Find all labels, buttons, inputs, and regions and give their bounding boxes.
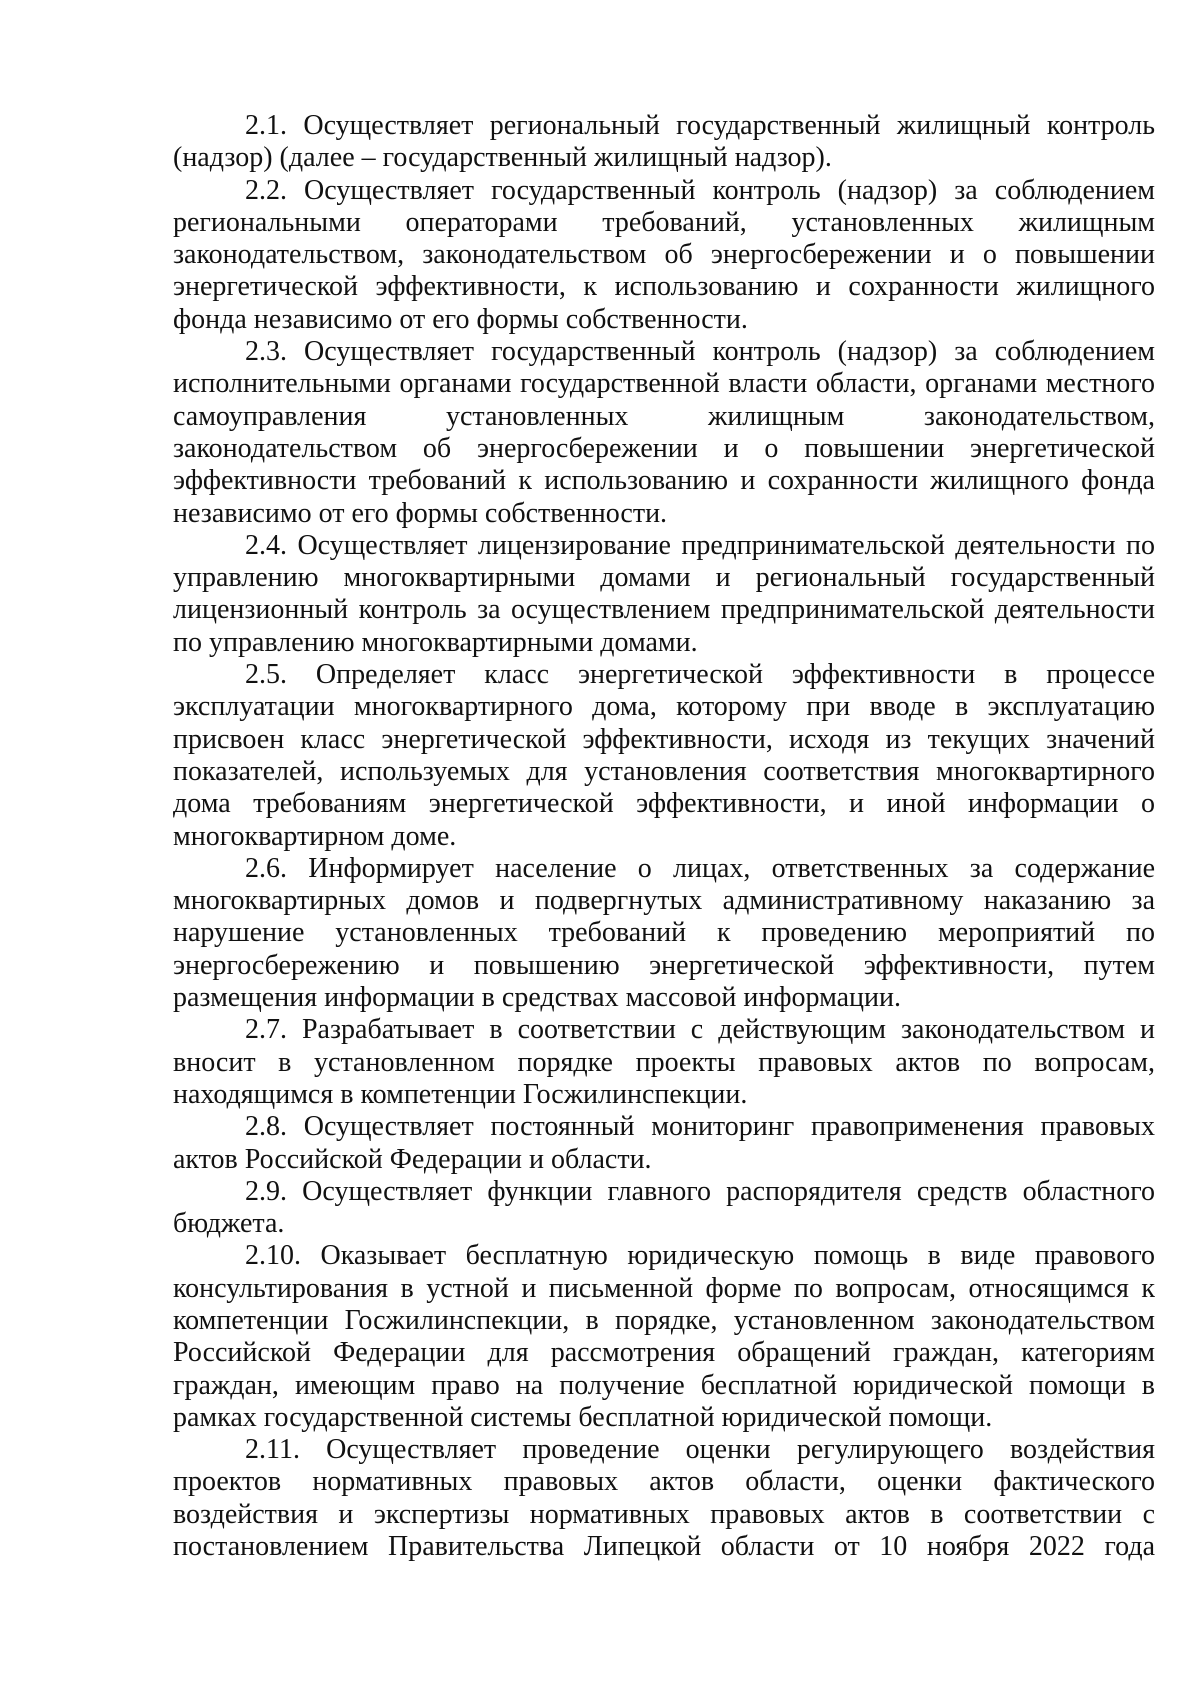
paragraph-2-11: 2.11. Осуществляет проведение оценки регулирующего воздействия проектов нормативных правовых актов области, оценки фактического воздействия и экспертизы нормативных правовых актов в соответствии с постановлением Правительства Липецкой области от 10 ноября 2022 года (173, 1434, 1155, 1563)
paragraph-2-2: 2.2. Осуществляет государственный контроль (надзор) за соблюдением региональными операторами требований, установленных жилищным законодательством, законодательством об энергосбережении и о повышении энергетической эффективности, к использованию и сохранности жилищного фонда независимо от его формы собственности. (173, 174, 1155, 335)
paragraph-2-6: 2.6. Информирует население о лицах, ответственных за содержание многоквартирных домов и подвергнутых административному наказанию за нарушение установленных требований к проведению мероприятий по энергосбережению и повышению энергетической эффективности, путем размещения информации в средствах массовой информации. (173, 852, 1155, 1014)
paragraph-2-4: 2.4. Осуществляет лицензирование предпринимательской деятельности по управлению многоквартирными домами и региональный государственный лицензионный контроль за осуществлением предпринимательской деятельности по управлению многоквартирными домами. (173, 529, 1155, 658)
paragraph-2-10: 2.10. Оказывает бесплатную юридическую помощь в виде правового консультирования в устной и письменной форме по вопросам, относящимся к компетенции Госжилинспекции, в порядке, установленном законодательством Российской Федерации для рассмотрения обращений граждан, категориям граждан, имеющим право на получение бесплатной юридической помощи в рамках государственной системы бесплатной юридической помощи. (173, 1240, 1155, 1433)
paragraph-2-7: 2.7. Разрабатывает в соответствии с действующим законодательством и вносит в установленном порядке проекты правовых актов по вопросам, находящимся в компетенции Госжилинспекции. (173, 1014, 1155, 1110)
paragraph-2-8: 2.8. Осуществляет постоянный мониторинг правоприменения правовых актов Российской Федерации и области. (173, 1111, 1155, 1175)
paragraph-2-3: 2.3. Осуществляет государственный контроль (надзор) за соблюдением исполнительными органами государственной власти области, органами местного самоуправления установленных жилищным законодательством, законодательством об энергосбережении и о повышении энергетической эффективности требований к использованию и сохранности жилищного фонда независимо от его формы собственности. (173, 336, 1155, 529)
paragraph-2-9: 2.9. Осуществляет функции главного распорядителя средств областного бюджета. (173, 1175, 1155, 1240)
paragraph-2-5: 2.5. Определяет класс энергетической эффективности в процессе эксплуатации многоквартирного дома, которому при вводе в эксплуатацию присвоен класс энергетической эффективности, исходя из текущих значений показателей, используемых для установления соответствия многоквартирного дома требованиям энергетической эффективности, и иной информации о многоквартирном доме. (173, 659, 1155, 852)
document-page (173, 110, 1155, 1563)
paragraph-2-1: 2.1. Осуществляет региональный государственный жилищный контроль (надзор) (далее – государственный жилищный надзор). (173, 110, 1155, 174)
